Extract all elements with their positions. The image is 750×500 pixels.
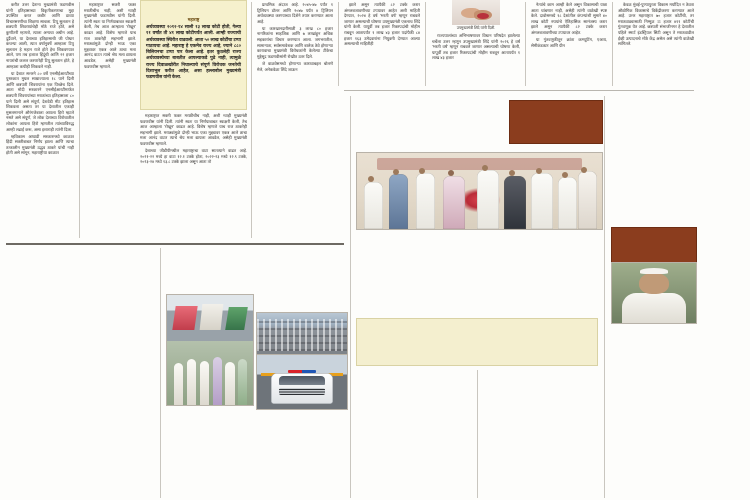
ncp-body-column-3 — [520, 232, 598, 316]
paragraph: नेत्यांचे काम आम्ही केले असून विकासाची यात्रा आता थांबणार नाही, असेही त्यांनी वाळेखी स्पष्ट केले. दावोसमध्ये १८ देशांतील कंपन्यांशी सुमारे ४० लाख कोटी रुपयांचे ऐतिहासिक सामंजस्य करार झाले असून त्यापैकी ८२ टक्के करार अंमलबजावणीच्या टप्प्यावर आहेत. — [531, 2, 607, 35]
ncp-bottom-column-1 — [356, 370, 471, 498]
flag-saffron — [172, 306, 198, 330]
article-column-3 — [257, 2, 333, 238]
column-divider — [251, 2, 252, 238]
column-divider — [350, 96, 351, 498]
paragraph: राज्यपालांच्या अभिभाषणावर विधान परिषदेत झालेल्या चर्चेला उत्तर म्हणून उपमुख्यमंत्री शिंदे यांनी २०२६ हे वर्ष 'भरती वर्ष' म्हणून राबवले जाणार असल्याची घोषणा केली, यापूर्वी तब हजार रिक्तपदांची मोहीम राबवून आतापर्यंत १ लाख ४३ हजार — [432, 33, 520, 61]
paragraph: या देशात सत्तरने ८० वर्षे एनसीईआरटीच्या पुस्तकात मुघल साम्राज्याला १८ पाने दिली आणि छत्रपती शिवरायांना एक पिच्छेच दिले. आता मोदी सरकारने एनसीईआरटीमार्फत छत्रपती शिवरायांच्या मराठांच्या इतिहासाला ८० पाने दिली असे संपूर्ण, देशवेडी मीट इतिहास शिकवला असता तर या देशातील एकाही मुसलमानाने औरंगजेबाला आपला हिरो म्हटले नसते असे संपूर्ण, जे लोक देशाच्या विरोधातील लोकांना आपला हिरो म्हणतील त्यांच्याविरुद्ध आम्ही लढाई करू, असा इशाराही त्यांनी दिला. — [6, 70, 74, 132]
paragraph: देशाच्या जीडीपीमधील महाराष्ट्राचा वाटा सातत्याने वाढत आहे. २०२१-२२ मध्ये हा वाटा १२.१ टक्के होता, २०२२-२३ मध्ये १२.९ टक्के, २०२३-२४ मध्ये १३.८ टक्के झाला असून आता तो — [140, 148, 247, 165]
paragraph: महाराष्ट्रात सक्ती फक्त मराठीचीच नाही, अशी ग्वाही मुख्यमंत्री फडणवीस यांनी दिली. त्यांनी स्वतः या निर्णयाबाबत स्वाक्षरी केली, तेच आज आम्हाला 'रोखून' काढत आहे. विशेष म्हणजे याच राज ठाकरेही सहभागी झाले. मराठ्यांमुळे दोन्ही भाऊ एका मुद्द्यावर एकत्र आले ठाचा मला आनंद वाटत त्याचे श्रेय मला द्यायला आवडेल, असेही मुख्यमंत्री फडणवीस म्हणाले. — [84, 2, 136, 69]
column-divider — [79, 2, 80, 238]
vidhan-parishad-badge — [611, 227, 697, 263]
paragraph: करीत उत्तर देताना मुख्यमंत्री फडणवीस यांनी इतिहासाच्या विकृतीकरणाचा मुद्दा उपस्थित करत कबीर आणि डाव्या विचारसरणीचा शिक्षणा साधला. टिपू सुलतान हे छत्रपती शिवरायांचेही मोठे राजे होते, असे कुणीतरी म्हणतो, त्याला अन्यथा अधीन आहे. दुर्दैवाने, या देशाच्या इतिहासाची जी पोथार कथन्या आली, त्यात वर्षानुवर्षे आम्हाला टिपू सुलतान हे महान राजे होते हेच शिकवण्यात आले, पण तब इजाज हिंदूंची आणि २२ हजार नायरांची कत्तल करणारेही टिपू सुलतान होते, हे आम्हाला कथीही शिकवले नाही. — [6, 2, 74, 69]
bridge-body-left-strip — [6, 380, 54, 498]
column-divider — [425, 2, 426, 86]
article-column-5 — [432, 33, 520, 86]
paragraph: केवळ मुंबई-पुण्यापुरता विकास मर्यादित न ठेवता औद्योगिक विकासाचे विकेंद्रीकरण करण्यात आले आहे. उत्तर महाराष्ट्रात ७० हजार कोटींची, तर मराठवाड्यासाठी निम्मूळ 11 हजार ४११ कोटींची गुंतवणूक येत आहे. छत्रपती संभाजीनगर हे देशातील पहिले स्मार्ट इंडस्ट्रियल सिटी असून ते मराठवाडील ईव्ही उत्पादनाचे मोठे केंद्र असेल असे त्यांनी वाळेखी सांगितले. — [618, 2, 694, 47]
rally-vehicles — [257, 319, 347, 351]
quote-heading: महाराष्ट्र — [187, 17, 200, 22]
quote-text: अर्थव्यवस्था २०१२-१४ साली १३ लाख कोटी होती, गेल्या ११ वर्षांत ती ४१ लाख कोटीपर्यंत आली. आम्ही राज्याची अर्थव्यवस्था स्थिरीत वाढवली. आता ५० लाख कोटींचा टप्पा गाठायचा आहे. महाराष्ट्र हे एकमेव राज्य आहे, ज्याने ८८० बिलियनचा टप्पा पार केला आहे. इतर कुठलेही राज्य अर्थव्यवस्थेच्या बाबतीत आपल्याकडे पुढे नाही, त्यामुळे राज्य दिवाळखोरीत निघाल्याचे संपूर्ण विरोधक जनतेची दिशाभूल करीत आहेत, असा हल्लाबोल मुख्यमंत्री फडणवीस यांनी केला. — [146, 24, 241, 80]
column-divider — [477, 370, 478, 498]
section-divider — [344, 90, 694, 91]
minister-body-bottom — [611, 328, 746, 498]
paragraph: प्राथमिक अंदाज आहे. २०४५-४७ पर्यंत १ ट्रिलियन डॉलर आणि २०४७ पर्यंत ४ ट्रिलियन अर्थव्यवस्था करण्याच्या दिशेने तयार करण्यात आला आहे. — [257, 2, 333, 24]
article-column-1 — [6, 2, 74, 238]
photo-face — [639, 273, 669, 295]
photo-vehicle-rally — [256, 312, 348, 356]
police-body-column-2 — [256, 416, 344, 498]
paragraph: म्हविकास आघाडी सरकारमध्ये काळात हिंदी सक्तीबाबत निर्णय झाला आणि त्याचा तत्कालीन मुख्यमंत्री उद्धव ठाकरे यांची नाही होती असे सांगून, महाराष्ट्रीया काळात — [6, 133, 74, 156]
photo-ncp-leaders — [356, 152, 603, 230]
photo-figures — [357, 153, 602, 229]
photo-torso — [622, 293, 686, 323]
car-grille — [279, 388, 326, 395]
paragraph: या गुंतवणुकीतून क्रांता कम्प्युटिंग, एआय, सेमीकंडक्टर आणि ग्रीन — [531, 37, 607, 48]
column-divider — [604, 96, 605, 498]
article-column-6 — [531, 2, 607, 86]
car-lightbar — [288, 370, 317, 373]
flag-white — [200, 304, 223, 330]
parth-pawar-highlight-box — [356, 318, 598, 366]
column-divider — [338, 2, 339, 86]
car-windshield — [279, 376, 326, 386]
section-divider — [6, 243, 344, 245]
column-divider — [612, 2, 613, 86]
photo-caption: उपमुख्यमंत्री शिंदे यांनी दिली. — [456, 26, 496, 30]
highlight-quote-box — [140, 0, 247, 110]
ncp-body-column-2 — [438, 232, 514, 316]
ncp-rajyasabha-badge — [509, 100, 603, 144]
photo-police-event — [166, 294, 254, 406]
column-divider — [525, 2, 526, 86]
article-column-2b — [140, 113, 247, 237]
police-body-column-1 — [166, 408, 252, 498]
column-divider — [160, 248, 161, 498]
paragraph: जे वाळवेसमध्ये होणाऱ्या कारावाबद्दल बोलणे मेले, अनेकवेळा शिंदे जाऊन — [257, 60, 333, 72]
paragraph: महाराष्ट्रात सक्ती फक्त मराठीचीच नाही, अशी ग्वाही मुख्यमंत्री फडणवीस यांनी दिली. त्यांनी स्वतः या निर्णयाबाबत स्वाक्षरी केली, तेच आज आम्हाला 'रोखून' काढत आहे. विशेष म्हणजे याच राज ठाकरेही सहभागी झाले. मराठ्यांमुळे दोन्ही भाऊ एका मुद्द्यावर एकत्र आले ठाचा मला आनंद वाटत त्याचे श्रेय मला द्यायला आवडेल, असेही मुख्यमंत्री फडणवीस म्हणाले. — [140, 113, 247, 146]
photo-gandhi-cap — [640, 268, 669, 274]
minister-side-strip — [698, 226, 746, 324]
minister-body-top — [612, 136, 694, 224]
photo-minister-portrait — [611, 262, 697, 324]
paragraph: या कारखानदारीसाठी ३ लाख ८० हजार नागरिकांना साहजिक आणि ७ लाखांहून अधिक सहकारांचा विचार करण्यात आला. जगभरातील, सामान्यता, सर्वसमावेशक आणि बालेक ठेवे होणाऱ्या कारावाचा मुख्यमंत्री विरोधकांनी केलेल्या टीकेचा मुद्देसूद फडणवीसांनी रोखीत उतर दिले. — [257, 25, 333, 59]
photo-handover — [452, 0, 500, 25]
article-column-4 — [344, 2, 420, 86]
ncp-bottom-column-2 — [483, 370, 598, 498]
article-column-2a — [84, 2, 136, 238]
ncp-body-column-1 — [356, 232, 432, 316]
photo-police-car — [256, 354, 348, 410]
article-column-7 — [618, 2, 694, 86]
bridge-body-column-1 — [14, 306, 154, 378]
paragraph: झाले असून त्यापैकी ८२ टक्के करार अंमलबजावणीच्या टप्प्यावर आहेत अशी माहिती देण्यात, २०२४ हे वर्ष 'भरती वर्ष' म्हणून राबवले जाणार असल्याची घोषणा उपमुख्यमंत्री एकनाथ शिंदे यांनी केली. यापूर्वी तब हजार रिक्तपदांची मोहीम राबवून आतापर्यंत १ लाख ४३ हजार पदांपैकी ८४ हजार १६३ उमेदवारांना नियुक्ती देण्यात आल्या असल्याची माहितीही — [344, 2, 420, 47]
flag-green — [225, 307, 248, 330]
